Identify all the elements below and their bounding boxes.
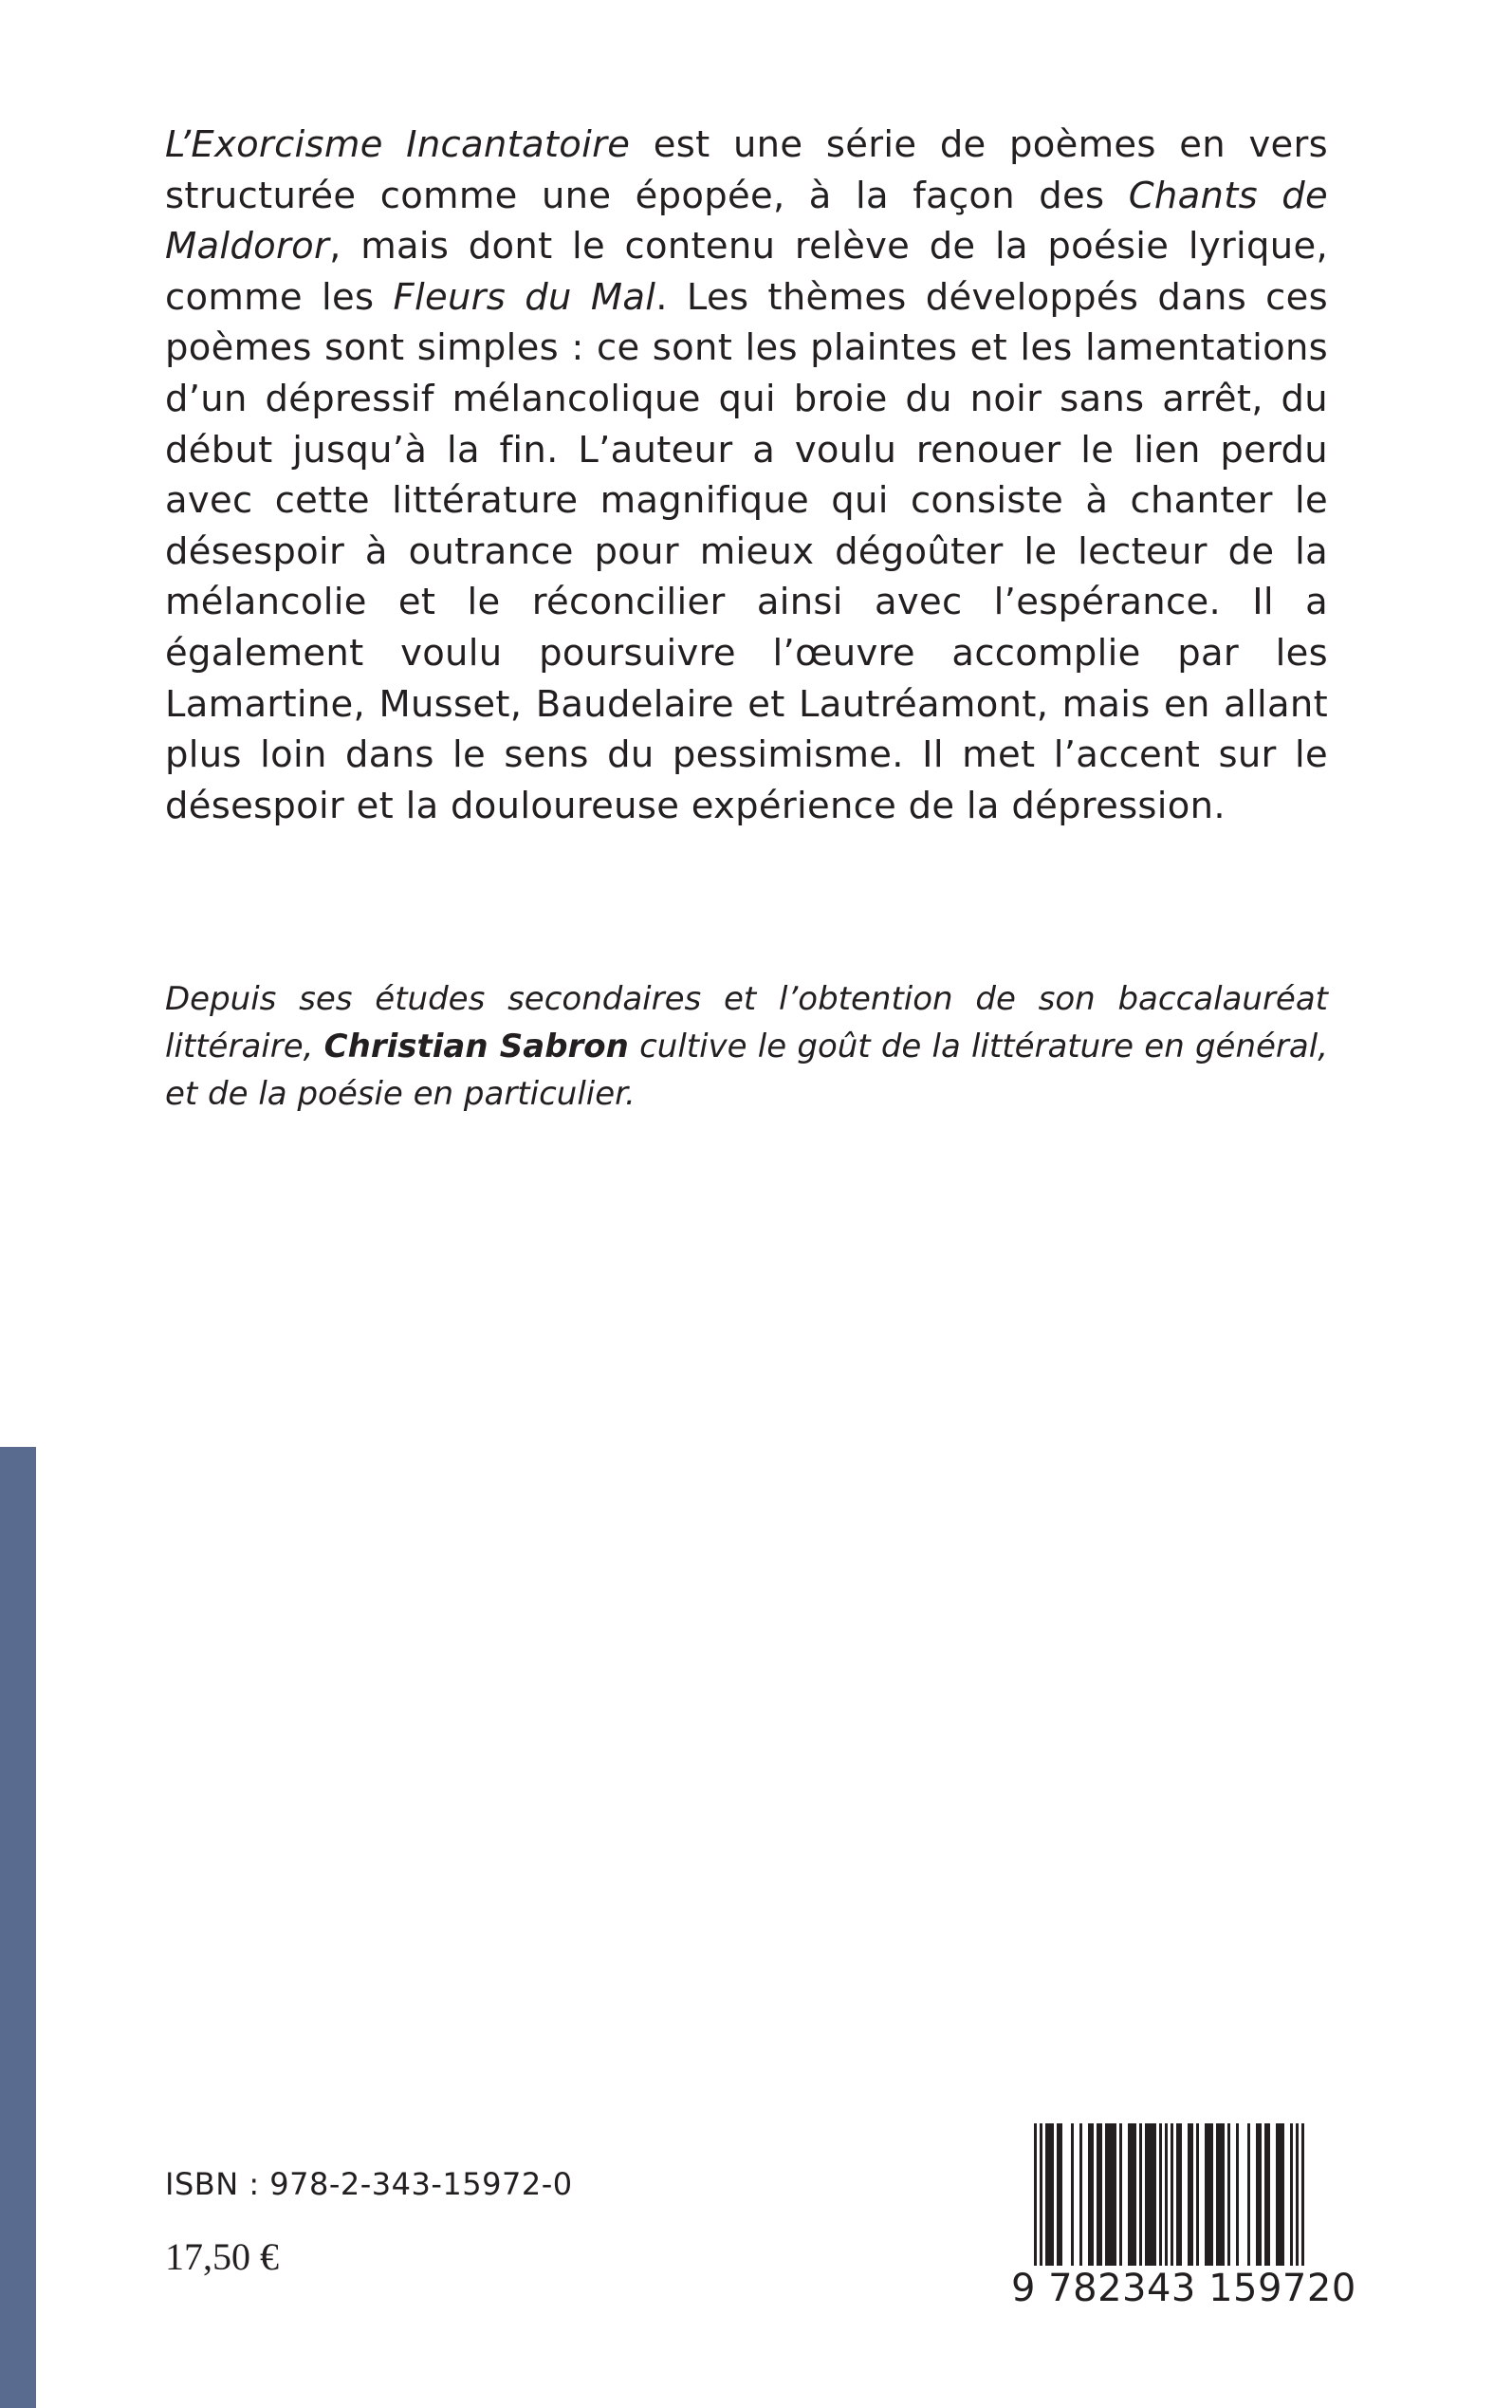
barcode-digits: 9 782343 159720 [1011,2267,1356,2310]
blurb-part-2: , mais dont le contenu relève de la poésie lyrique, comme les [165,225,1328,319]
blurb-part-3: . Les thèmes développés dans ces poèmes sont simples : ce sont les plaintes et les lamentations d’un dépressif mélancolique qui broie du noir sans arrêt, du début jusqu’à la fin. L’auteur a voulu renouer le lien perdu avec cette littérature magnifique qui consiste à chanter le désespoir à outrance pour mieux dégoûter le lecteur de la mélancolie et le réconcilier ainsi avec l’espérance. Il a également voulu poursuivre l’œuvre accomplie par les Lamartine, Musset, Baudelaire et Lautréamont, mais en allant plus loin dans le sens du pessimisme. Il met l’accent sur le désespoir et la douloureuse expérience de la dépression. [165,275,1328,827]
reference-chants-de-maldoror: Chants de Maldoror [165,174,1328,269]
book-title: L’Exorcisme Incantatoire [165,123,631,166]
blurb-text [165,120,1328,831]
barcode [1011,2121,1356,2317]
bio-part-1: Depuis ses études secondaires et l’obtention de son baccalauréat littéraire, [165,980,1328,1065]
author-name: Christian Sabron [323,1028,629,1065]
bio-part-2: cultive le goût de la littérature en général, et de la poésie en particulier. [165,1028,1329,1113]
reference-fleurs-du-mal: Fleurs du Mal [393,275,656,319]
side-color-band [0,1447,36,2408]
blurb-part-1: est une série de poèmes en vers structurée comme une épopée, à la façon des [165,123,1328,217]
isbn: ISBN : 978-2-343-15972-0 [165,2166,573,2202]
price: 17,50 € [165,2235,279,2278]
author-bio [165,975,1328,1118]
